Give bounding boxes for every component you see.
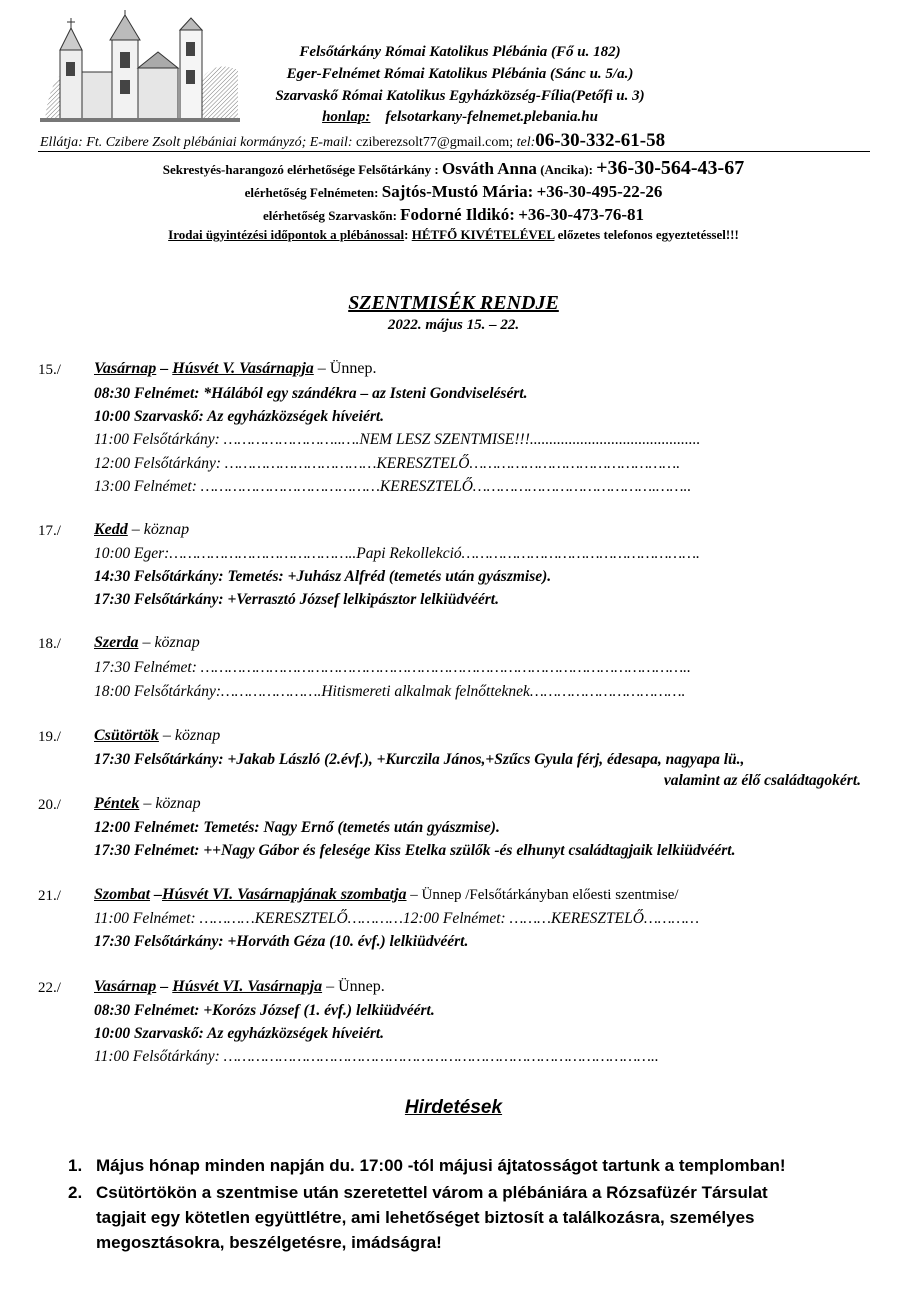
office-hours-label: Irodai ügyintézési időpontok a plébánossal [168, 227, 405, 242]
mass-entry: 11:00 Felsőtárkány: ……………………..….NEM LESZ SZENTMISE!!!............................................ [94, 431, 701, 448]
day-sep: – [158, 727, 175, 744]
day-name: Csütörtök [94, 727, 159, 744]
day-suffix: köznap [155, 795, 201, 812]
day-heading [94, 727, 220, 745]
felnemet-label: elérhetőség Felnémeten: [244, 185, 379, 200]
day-name: Szombat [94, 886, 151, 903]
day-suffix: köznap [154, 634, 200, 651]
day-number: 17./ [38, 523, 61, 539]
sacristan-extra: (Ancika): [540, 162, 593, 177]
mass-entry: 08:30 Felnémet: +Korózs József (1. évf.) lelkiüdvéért. [94, 1002, 435, 1019]
mass-entry: 13:00 Felnémet: …………………………………KERESZTELŐ………………………………….…….. [94, 478, 692, 495]
parish-line-1: Felsőtárkány Római Katolikus Plébánia (Fő u. 182) [299, 44, 621, 60]
contact-line [40, 130, 665, 152]
mass-entry: 17:30 Felsőtárkány: +Verrasztó József lelkipásztor lelkiüdvéért. [94, 591, 499, 608]
day-name: Péntek [94, 795, 140, 812]
mass-entry: 11:00 Felnémet: …………KERESZTELŐ…………12:00 Felnémet: ………KERESZTELŐ………… [94, 910, 700, 927]
day-number: 20./ [38, 797, 61, 813]
day-heading [94, 795, 201, 813]
szarvasko-label: elérhetőség Szarvaskőn: [262, 208, 397, 223]
sacristan-label: Sekrestyés-harangozó elérhetősége Felsőtárkány : [162, 162, 439, 177]
day-suffix: – Ünnep. [322, 978, 385, 995]
office-hours-exception: HÉTFŐ KIVÉTELÉVEL [411, 227, 555, 242]
day-sep: – [138, 634, 155, 651]
contact-tel: 06-30-332-61-58 [535, 130, 666, 151]
day-feast: Húsvét V. Vasárnapja [172, 360, 314, 377]
day-feast: Húsvét VI. Vasárnapja [172, 978, 323, 995]
homepage-label: honlap: [322, 109, 371, 125]
mass-entry: 11:00 Felsőtárkány: ………………………………………………………………………………….. [94, 1048, 659, 1065]
felnemet-contact [0, 182, 907, 202]
announcement-line: tagjait egy kötetlen együttlétre, ami lehetőséget biztosít a találkozásra, személyes [96, 1208, 755, 1227]
day-number: 22./ [38, 980, 61, 996]
day-name: Vasárnap [94, 360, 157, 377]
mass-entry: 17:30 Felnémet: …………………………………………………………………………………………….. [94, 659, 691, 676]
mass-entry: valamint az élő családtagokért. [663, 772, 861, 789]
day-number: 15./ [38, 362, 61, 378]
day-heading [94, 521, 189, 539]
szarvasko-name: Fodorné Ildikó: [400, 205, 515, 224]
schedule-dates: 2022. május 15. – 22. [387, 317, 520, 333]
sacristan-contact [0, 157, 907, 180]
mass-entry: 10:00 Szarvaskő: Az egyházközségek híveiért. [94, 1025, 385, 1042]
mass-entry: 17:30 Felnémet: ++Nagy Gábor és felesége Kiss Etelka szülők -és elhunyt családtagjaik lelkiüdvéért. [94, 842, 736, 859]
mass-entry: 17:30 Felsőtárkány: +Horváth Géza (10. évf.) lelkiüdvéért. [94, 933, 469, 950]
mass-entry: 08:30 Felnémet: *Hálából egy szándékra – az Isteni Gondviselésért. [94, 385, 528, 402]
day-heading [94, 360, 376, 378]
homepage-url[interactable]: felsotarkany-felnemet.plebania.hu [385, 109, 598, 125]
day-suffix: – Ünnep. [313, 360, 377, 377]
office-hours-line [0, 227, 907, 243]
day-suffix: – Ünnep /Felsőtárkányban előesti szentmise/ [406, 887, 679, 903]
day-sep: – [156, 978, 173, 995]
day-number: 18./ [38, 636, 61, 652]
day-number: 21./ [38, 888, 61, 904]
church-logo [40, 10, 240, 122]
office-hours-note: előzetes telefonos egyeztetéssel!!! [554, 227, 739, 242]
contact-tel-label: tel: [516, 135, 536, 150]
announcement-number: 2. [68, 1183, 83, 1202]
day-name: Szerda [94, 634, 139, 651]
contact-email[interactable]: cziberezsolt77@gmail.com; [356, 135, 514, 150]
mass-entry: 17:30 Felsőtárkány: +Jakab László (2.évf.), +Kurczila János,+Szűcs Gyula férj, édesapa, nagyapa lü., [94, 751, 745, 768]
day-heading [94, 634, 200, 652]
header-divider [38, 151, 870, 152]
day-suffix: köznap [143, 521, 190, 538]
contact-prefix: Ellátja: Ft. Czibere Zsolt plébániai kormányzó; E-mail: [40, 135, 353, 150]
mass-entry: 10:00 Eger:…………………………………..Papi Rekollekció……………………………………………. [94, 545, 700, 562]
mass-entry: 12:00 Felnémet: Temetés: Nagy Ernő (temetés után gyászmise). [94, 819, 500, 836]
day-suffix: köznap [174, 727, 221, 744]
mass-entry: 18:00 Felsőtárkány:………………….Hitismereti alkalmak felnőtteknek……………………………. [94, 683, 686, 700]
announcement-line: Május hónap minden napján du. 17:00 -tól májusi ájtatosságot tartunk a templomban! [96, 1156, 786, 1175]
day-heading [94, 978, 385, 996]
announcement-line: Csütörtökön a szentmise után szeretettel várom a plébániára a Rózsafüzér Társulat [96, 1183, 768, 1202]
mass-entry: 14:30 Felsőtárkány: Temetés: +Juhász Alfréd (temetés után gyászmise). [94, 568, 552, 585]
homepage-line [230, 109, 690, 126]
felnemet-phone: +36-30-495-22-26 [536, 182, 663, 201]
szarvasko-contact [0, 205, 907, 225]
announcement-number: 1. [68, 1156, 83, 1175]
announcement-line: megosztásokra, beszélgetésre, imádságra! [96, 1233, 442, 1252]
day-sep: – [156, 360, 173, 377]
szarvasko-phone: +36-30-473-76-81 [518, 205, 645, 224]
office-hours-colon: : [404, 227, 412, 242]
day-name: Kedd [94, 521, 128, 538]
mass-entry: 10:00 Szarvaskő: Az egyházközségek híveiért. [94, 408, 385, 425]
announcements-title: Hirdetések [404, 1097, 503, 1118]
sacristan-name: Osváth Anna [441, 159, 537, 178]
day-sep: – [127, 521, 144, 538]
sacristan-phone: +36-30-564-43-67 [596, 157, 745, 179]
schedule-title: SZENTMISÉK RENDJE [348, 292, 559, 314]
day-sep: – [150, 886, 163, 903]
day-number: 19./ [38, 729, 61, 745]
day-feast: Húsvét VI. Vasárnapjának szombatja [162, 886, 407, 903]
parish-line-2: Eger-Felnémet Római Katolikus Plébánia (Sánc u. 5/a.) [286, 66, 634, 82]
mass-entry: 12:00 Felsőtárkány: ……………………………KERESZTELŐ………………………………………. [94, 455, 681, 472]
felnemet-name: Sajtós-Mustó Mária: [381, 182, 534, 201]
day-sep: – [139, 795, 156, 812]
day-heading [94, 886, 679, 904]
day-name: Vasárnap [94, 978, 157, 995]
parish-line-3: Szarvaskő Római Katolikus Egyházközség-Fília(Petőfi u. 3) [275, 88, 645, 104]
